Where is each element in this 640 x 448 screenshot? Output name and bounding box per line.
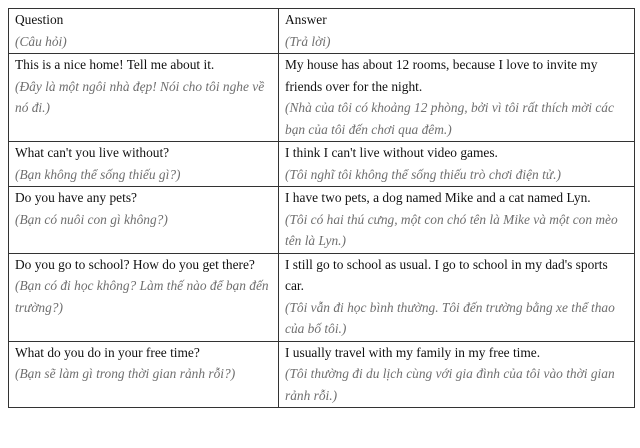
- question-cell: [9, 341, 279, 408]
- answer-vi: (Nhà của tôi có khoảng 12 phòng, bởi vì tôi rất thích mời các bạn của tôi đến chơi qua đêm.): [285, 100, 614, 137]
- question-vi: (Bạn sẽ làm gì trong thời gian rảnh rỗi?): [15, 366, 236, 381]
- answer-vi: (Tôi vẫn đi học bình thường. Tôi đến trường bằng xe thể thao của bố tôi.): [285, 299, 615, 336]
- question-header-cell: [9, 9, 279, 54]
- table-row: [9, 142, 635, 187]
- table-row: [9, 54, 635, 142]
- answer-cell: [279, 187, 635, 254]
- answer-header-cell: [279, 9, 635, 54]
- answer-header-en: Answer: [285, 12, 327, 27]
- question-cell: [9, 142, 279, 187]
- question-cell: [9, 253, 279, 341]
- question-en: This is a nice home! Tell me about it.: [15, 57, 215, 72]
- answer-cell: [279, 142, 635, 187]
- qa-table: [8, 8, 635, 408]
- answer-cell: [279, 341, 635, 408]
- answer-en: I still go to school as usual. I go to school in my dad's sports car.: [285, 256, 608, 293]
- answer-vi: (Tôi có hai thú cưng, một con chó tên là Mike và một con mèo tên là Lyn.): [285, 211, 618, 248]
- question-vi: (Đây là một ngôi nhà đẹp! Nói cho tôi nghe về nó đi.): [15, 78, 265, 115]
- answer-en: I usually travel with my family in my free time.: [285, 344, 541, 360]
- answer-cell: [279, 54, 635, 142]
- answer-header-vi: (Trả lời): [285, 33, 331, 49]
- answer-vi: (Tôi thường đi du lịch cùng với gia đình của tôi vào thời gian rảnh rỗi.): [285, 366, 615, 403]
- question-en: What do you do in your free time?: [15, 344, 200, 360]
- answer-en: I think I can't live without video games.: [285, 145, 498, 160]
- question-vi: (Bạn có đi học không? Làm thế nào để bạn đến trường?): [15, 278, 269, 315]
- question-en: Do you go to school? How do you get there?: [15, 256, 255, 272]
- question-vi: (Bạn không thể sống thiếu gì?): [15, 166, 181, 182]
- question-header-en: Question: [15, 12, 64, 27]
- table-row: [9, 253, 635, 341]
- question-cell: [9, 187, 279, 254]
- question-en: Do you have any pets?: [15, 190, 137, 205]
- answer-cell: [279, 253, 635, 341]
- answer-en: I have two pets, a dog named Mike and a cat named Lyn.: [285, 190, 591, 205]
- answer-vi: (Tôi nghĩ tôi không thể sống thiếu trò chơi điện tử.): [285, 166, 561, 182]
- table-row: [9, 341, 635, 408]
- question-header-vi: (Câu hỏi): [15, 33, 67, 49]
- question-vi: (Bạn có nuôi con gì không?): [15, 211, 168, 227]
- question-en: What can't you live without?: [15, 145, 170, 160]
- answer-en: My house has about 12 rooms, because I love to invite my friends over for the night.: [285, 57, 598, 94]
- question-cell: [9, 54, 279, 142]
- header-row: [9, 9, 635, 54]
- table-row: [9, 187, 635, 254]
